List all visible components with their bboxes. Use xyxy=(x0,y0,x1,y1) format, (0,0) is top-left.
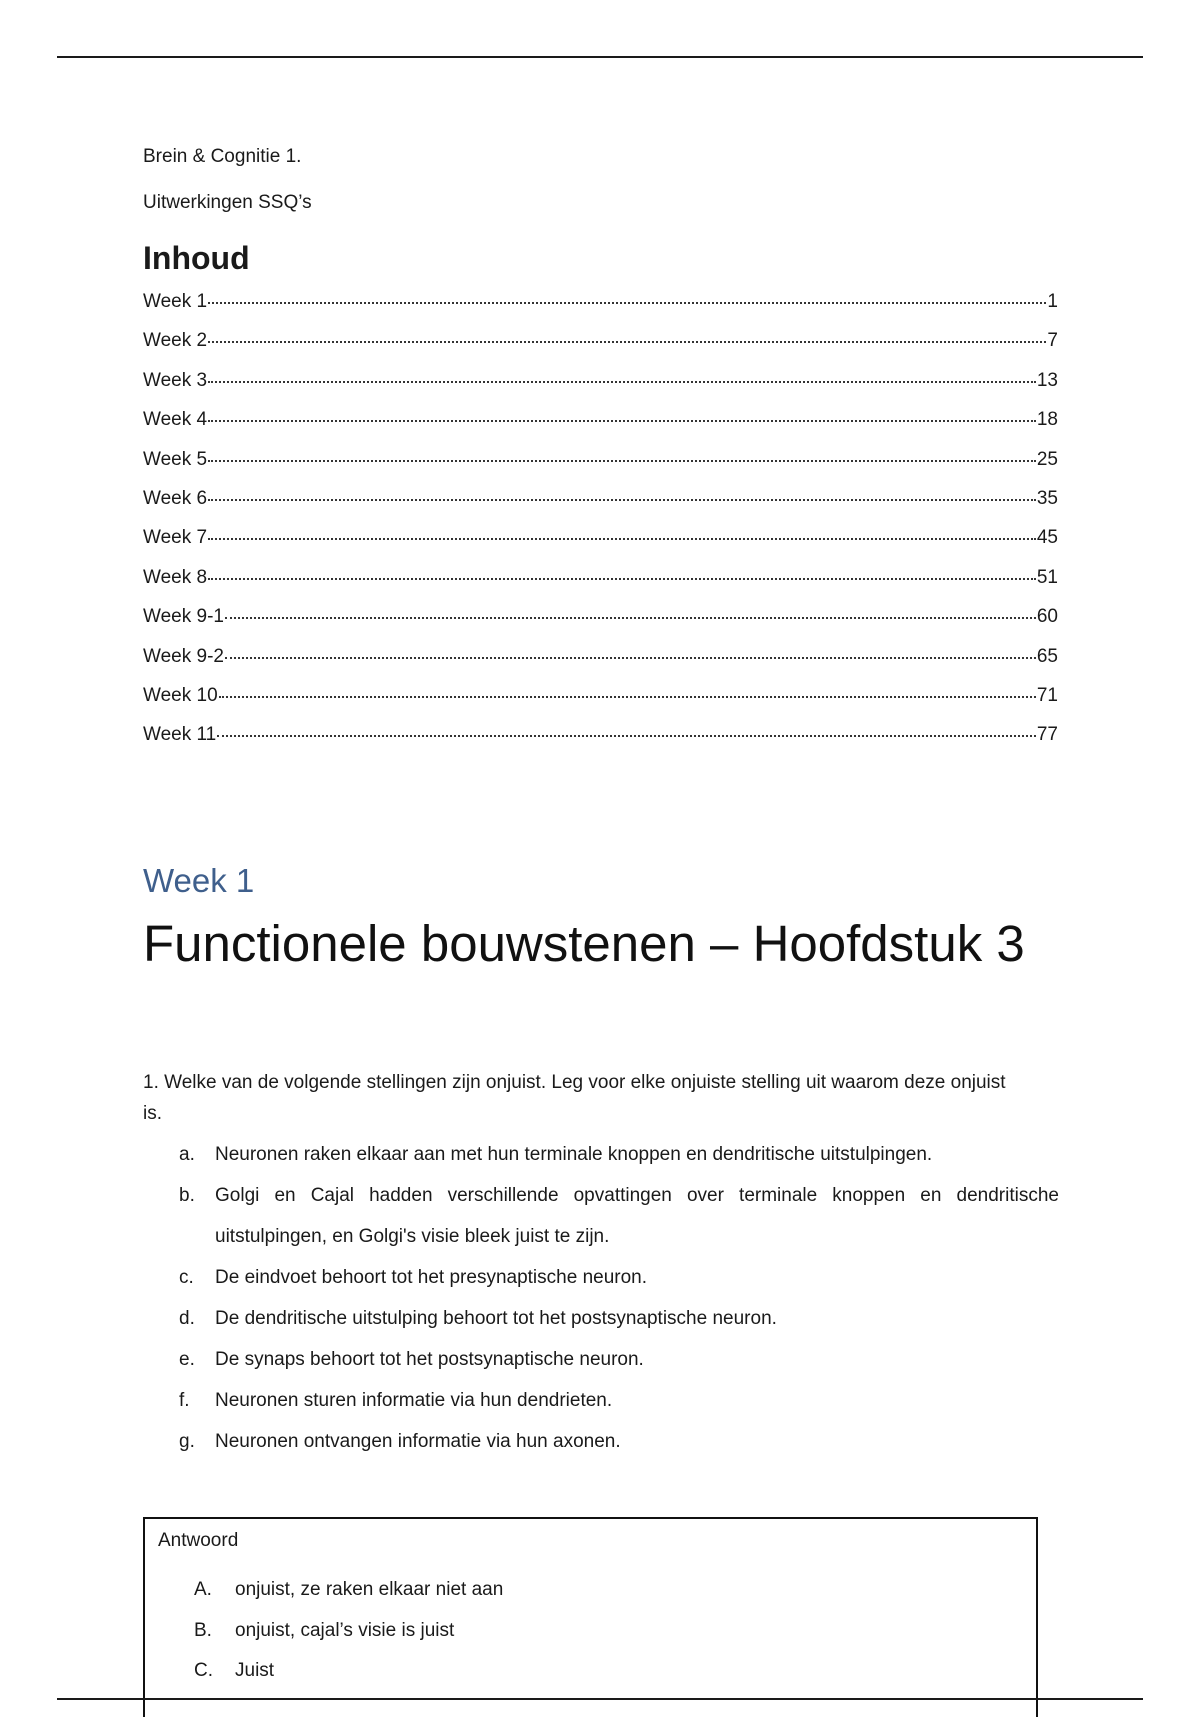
toc-entry-label: Week 10 xyxy=(143,684,218,706)
option-text: Neuronen ontvangen informatie via hun axonen. xyxy=(215,1431,621,1452)
toc-entry-label: Week 6 xyxy=(143,487,208,509)
answer-item xyxy=(194,1570,503,1611)
toc-entry-label: Week 2 xyxy=(143,330,208,352)
option-letter: b. xyxy=(179,1185,195,1206)
document-title: Brein & Cognitie 1. xyxy=(143,146,302,167)
toc-entry-label: Week 3 xyxy=(143,369,208,391)
toc-entry[interactable] xyxy=(143,449,1058,488)
toc-entry[interactable] xyxy=(143,488,1058,527)
option-letter: f. xyxy=(179,1390,190,1411)
toc-entry-page: 77 xyxy=(1036,724,1058,746)
toc-entry-label: Week 4 xyxy=(143,409,208,431)
toc-entry-page: 13 xyxy=(1036,369,1058,391)
toc-leader-dots xyxy=(208,499,1036,501)
toc-entry[interactable] xyxy=(143,291,1058,330)
toc-entry-label: Week 1 xyxy=(143,291,208,312)
answer-item xyxy=(194,1611,503,1652)
toc-leader-dots xyxy=(219,696,1036,698)
toc-entry[interactable] xyxy=(143,409,1058,448)
option-letter: e. xyxy=(179,1349,195,1370)
option-letter: a. xyxy=(179,1144,195,1165)
toc-entry-label: Week 7 xyxy=(143,527,208,549)
toc-entry[interactable] xyxy=(143,567,1058,606)
option-letter: d. xyxy=(179,1308,195,1329)
toc-entry-page: 1 xyxy=(1047,291,1058,312)
question-option xyxy=(179,1339,1059,1380)
question-option xyxy=(179,1298,1059,1339)
option-text: De synaps behoort tot het postsynaptische neuron. xyxy=(215,1349,644,1370)
toc-entry[interactable] xyxy=(143,724,1058,763)
toc-leader-dots xyxy=(208,578,1036,580)
toc-leader-dots xyxy=(225,617,1036,619)
option-text: De dendritische uitstulping behoort tot het postsynaptische neuron. xyxy=(215,1308,777,1329)
question-text: 1. Welke van de volgende stellingen zijn onjuist. Leg voor elke onjuiste stelling uit waarom deze onjuist is. xyxy=(143,1072,1006,1124)
toc-entry-page: 7 xyxy=(1047,330,1058,352)
header-rule xyxy=(57,56,1143,58)
toc-leader-dots xyxy=(225,657,1036,659)
question-option xyxy=(179,1257,1059,1298)
answer-box xyxy=(143,1517,1038,1717)
toc-entry-page: 71 xyxy=(1036,684,1058,706)
toc-leader-dots xyxy=(208,341,1046,343)
toc-entry-label: Week 11 xyxy=(143,724,217,746)
toc-leader-dots xyxy=(208,302,1046,304)
toc-leader-dots xyxy=(208,420,1036,422)
question-option xyxy=(179,1175,1059,1257)
question-options xyxy=(179,1134,1059,1462)
answer-text: Juist xyxy=(235,1660,275,1681)
answer-title: Antwoord xyxy=(158,1530,239,1551)
toc-entry-page: 25 xyxy=(1036,448,1058,470)
toc-entry-page: 51 xyxy=(1036,566,1058,588)
toc-entry[interactable] xyxy=(143,646,1058,685)
toc-entry-label: Week 9-2 xyxy=(143,645,224,667)
toc-leader-dots xyxy=(217,735,1036,737)
table-of-contents xyxy=(143,291,1058,764)
section-week-label: Week 1 xyxy=(143,862,255,899)
toc-entry-label: Week 8 xyxy=(143,566,208,588)
section-title: Functionele bouwstenen – Hoofdstuk 3 xyxy=(143,915,1025,972)
toc-leader-dots xyxy=(208,460,1036,462)
toc-entry-page: 18 xyxy=(1036,409,1058,431)
toc-entry-page: 60 xyxy=(1036,606,1058,628)
toc-entry[interactable] xyxy=(143,330,1058,369)
toc-entry[interactable] xyxy=(143,685,1058,724)
option-letter: g. xyxy=(179,1431,195,1452)
question-option xyxy=(179,1134,1059,1175)
question-option xyxy=(179,1421,1059,1462)
toc-leader-dots xyxy=(208,538,1036,540)
question-option xyxy=(179,1380,1059,1421)
toc-entry-page: 35 xyxy=(1036,487,1058,509)
option-text: Golgi en Cajal hadden verschillende opvattingen over terminale knoppen en dendritische uitstulpingen, en Golgi's visie bleek juist te zijn. xyxy=(215,1185,1059,1247)
toc-heading: Inhoud xyxy=(143,240,250,276)
toc-entry[interactable] xyxy=(143,370,1058,409)
toc-entry-page: 65 xyxy=(1036,645,1058,667)
answer-text: onjuist, cajal’s visie is juist xyxy=(235,1619,455,1641)
toc-entry-label: Week 5 xyxy=(143,448,208,470)
answer-letter: B. xyxy=(194,1619,212,1641)
option-letter: c. xyxy=(179,1267,194,1288)
option-text: De eindvoet behoort tot het presynaptische neuron. xyxy=(215,1267,648,1288)
toc-leader-dots xyxy=(208,381,1036,383)
toc-entry-page: 45 xyxy=(1036,527,1058,549)
document-subtitle: Uitwerkingen SSQ’s xyxy=(143,192,312,213)
answer-list xyxy=(194,1570,503,1692)
toc-entry-label: Week 9-1 xyxy=(143,606,224,628)
answer-letter: C. xyxy=(194,1660,213,1681)
answer-item xyxy=(194,1651,503,1692)
toc-entry[interactable] xyxy=(143,527,1058,566)
option-text: Neuronen raken elkaar aan met hun terminale knoppen en dendritische uitstulpingen. xyxy=(215,1144,933,1165)
option-text: Neuronen sturen informatie via hun dendrieten. xyxy=(215,1390,613,1411)
answer-text: onjuist, ze raken elkaar niet aan xyxy=(235,1579,504,1600)
toc-entry[interactable] xyxy=(143,606,1058,645)
answer-letter: A. xyxy=(194,1579,212,1600)
